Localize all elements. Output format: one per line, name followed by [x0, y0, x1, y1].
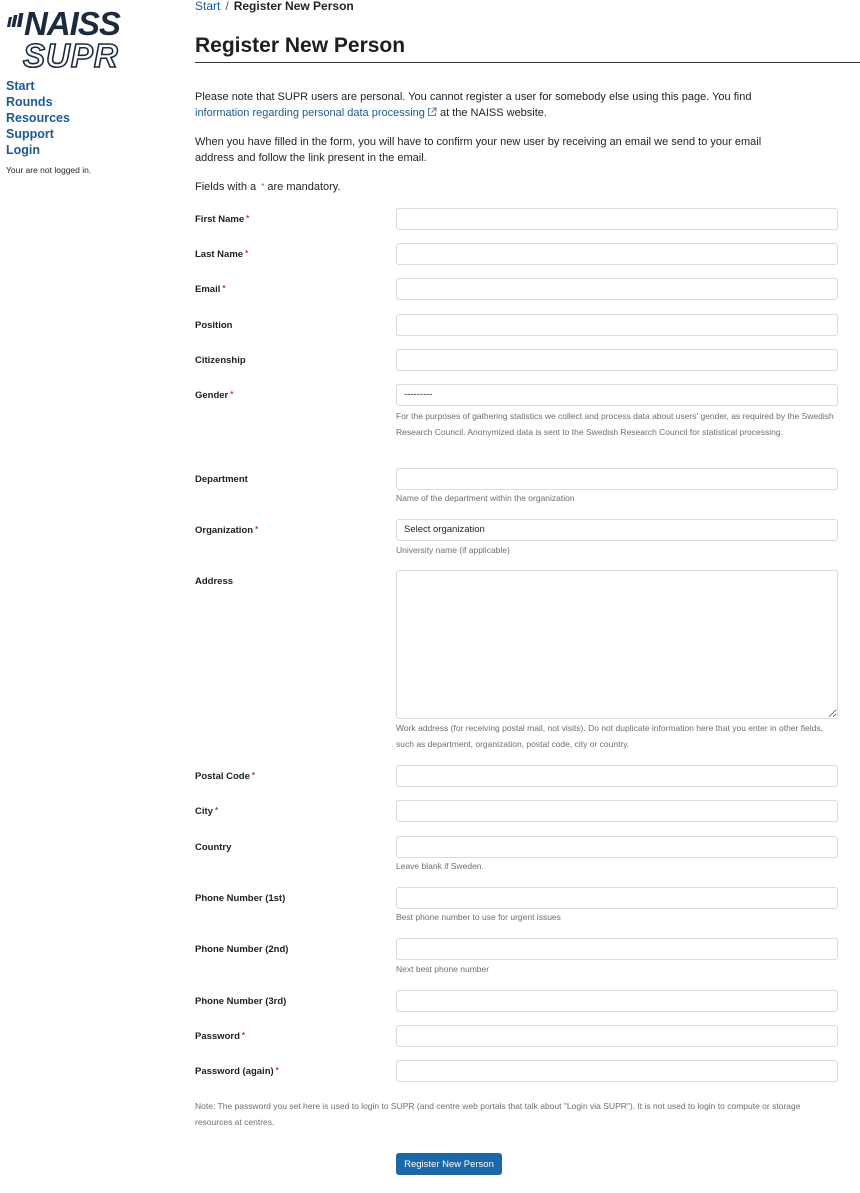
country-input[interactable]: [396, 836, 838, 858]
phone-2-help-text: Next best phone number: [396, 964, 490, 974]
password-input[interactable]: [396, 1025, 838, 1047]
intro-text-end: at the NAISS website.: [436, 107, 547, 119]
login-status: Your are not logged in.: [6, 165, 92, 175]
page-title: Register New Person: [195, 34, 406, 57]
last-name-input[interactable]: [396, 243, 838, 265]
mandatory-note: [195, 179, 795, 195]
sidebar-item-start[interactable]: Start: [6, 79, 35, 93]
password-label: Password *: [195, 1031, 246, 1042]
sidebar-item-login[interactable]: Login: [6, 143, 41, 157]
sidebar-item-resources[interactable]: Resources: [6, 111, 70, 125]
postal-code-input[interactable]: [396, 765, 838, 787]
email-input[interactable]: [396, 278, 838, 300]
phone-2-input[interactable]: [396, 938, 838, 960]
breadcrumb-current: Register New Person: [233, 0, 354, 13]
email-label: Email *: [195, 284, 226, 295]
naiss-supr-logo[interactable]: [6, 5, 172, 69]
phone-1-input[interactable]: [396, 887, 838, 909]
sidebar-item-rounds[interactable]: Rounds: [6, 95, 53, 109]
personal-data-link[interactable]: information regarding personal data processing: [195, 107, 425, 119]
department-help-text: Name of the department within the organization: [396, 493, 575, 503]
organization-help-text: University name (if applicable): [396, 545, 510, 555]
address-label: Address: [195, 576, 234, 587]
gender-label: Gender *: [195, 390, 234, 401]
phone-1-help-text: Best phone number to use for urgent issues: [396, 912, 561, 922]
svg-text:NAISS: NAISS: [24, 5, 120, 42]
gender-help-text: For the purposes of gathering statistics we collect and process data about users' gender, as required by the Swedish Research Council. Anonymized data is sent to the Swedish Research Council for statistical processing.: [396, 411, 834, 437]
first-name-input[interactable]: [396, 208, 838, 230]
external-link-icon: [427, 107, 437, 117]
department-input[interactable]: [396, 468, 838, 490]
position-input[interactable]: [396, 314, 838, 336]
intro-personal-note: [195, 89, 795, 121]
city-input[interactable]: [396, 800, 838, 822]
intro-text: Please note that SUPR users are personal. You cannot register a user for somebody else using this page. You find: [195, 91, 752, 103]
title-divider: [195, 62, 860, 63]
breadcrumb-separator: /: [225, 0, 229, 13]
phone-1-label: Phone Number (1st): [195, 893, 286, 904]
department-label: Department: [195, 474, 248, 485]
intro-confirm-note: When you have filled in the form, you will have to confirm your new user by receiving an email we send to your email address and follow the link present in the email.: [195, 136, 762, 164]
sidebar-nav: [6, 78, 70, 158]
breadcrumb: [195, 0, 354, 13]
required-marker: *: [261, 182, 265, 191]
citizenship-input[interactable]: [396, 349, 838, 371]
password-again-label: Password (again) *: [195, 1066, 279, 1077]
phone-3-input[interactable]: [396, 990, 838, 1012]
country-label: Country: [195, 842, 232, 853]
sidebar-item-support[interactable]: Support: [6, 127, 54, 141]
gender-select[interactable]: ---------: [396, 384, 838, 406]
country-help-text: Leave blank if Sweden.: [396, 861, 484, 871]
address-help-text: Work address (for receiving postal mail, not visits). Do not duplicate information here that you enter in other fields, such as department, organization, postal code, city or country.: [396, 723, 823, 749]
mandatory-text-end: are mandatory.: [264, 181, 341, 193]
password-again-input[interactable]: [396, 1060, 838, 1082]
password-note: Note: The password you set here is used to login to SUPR (and centre web portals that talk about "Login via SUPR"). It is not used to login to compute or storage resources at centres.: [195, 1101, 801, 1127]
last-name-label: Last Name *: [195, 249, 249, 260]
register-new-person-button[interactable]: Register New Person: [396, 1153, 502, 1175]
address-textarea[interactable]: [396, 570, 838, 719]
citizenship-label: Citizenship: [195, 355, 246, 366]
organization-select[interactable]: Select organization: [396, 519, 838, 541]
organization-label: Organization *: [195, 525, 259, 536]
phone-2-label: Phone Number (2nd): [195, 944, 289, 955]
position-label: Position: [195, 320, 233, 331]
first-name-label: First Name *: [195, 214, 250, 225]
breadcrumb-start-link[interactable]: Start: [195, 0, 221, 13]
mandatory-text: Fields with a: [195, 181, 260, 193]
phone-3-label: Phone Number (3rd): [195, 996, 287, 1007]
city-label: City *: [195, 806, 219, 817]
svg-text:SUPR: SUPR: [23, 37, 119, 69]
postal-code-label: Postal Code *: [195, 771, 256, 782]
